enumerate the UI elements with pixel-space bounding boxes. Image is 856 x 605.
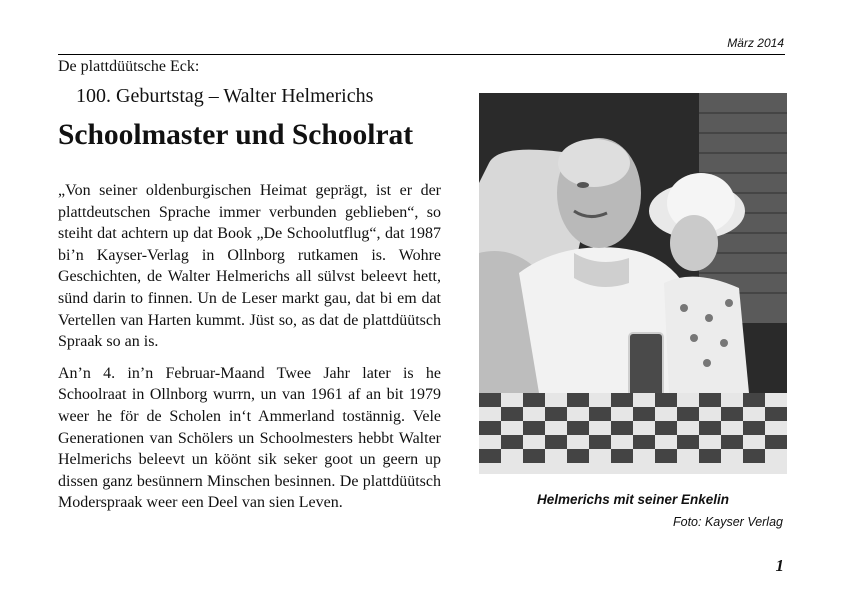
article-paragraph: „Von seiner oldenburgischen Heimat geprägt, ist er der plattdeutschen Sprache immer verbunden geblieben“, so steiht dat achtern up dat Book „De Schoolutflug“, dat 1987 bi’n Kayser-Verlag in Ollnborg rutkamen is. Wohre Geschichten, de Walter Helmerichs all sülvst beleevt hett, sünd darin to finnen. Un de Leser markt gau, dat bi em dat Vertellen van Harten kummt. Jüst so, as dat de plattdüütsch Spraak so an is. — [58, 182, 441, 351]
photo-caption: Helmerichs mit seiner Enkelin — [536, 492, 730, 507]
header-rule — [58, 54, 785, 55]
column-kicker: De plattdüütsche Eck: — [58, 58, 200, 75]
issue-date: März 2014 — [727, 36, 784, 50]
photo-credit: Foto: Kayser Verlag — [672, 515, 783, 529]
article-title: Schoolmaster und Schoolrat — [58, 119, 414, 151]
article-paragraph: An’n 4. in’n Februar-Maand Twee Jahr later is he Schoolraat in Ollnborg wurrn, un van 1961 af an bit 1979 weer he för de Scholen in‘t Ammerland tostännig. Vele Generationen van Schölers un Schoolmesters hebbt Walter Helmerichs beleevt un köönt sik seker goot un geern up dissen ganz besünnern Minschen besinnen. De plattdüütsch Moderspraak weer een Deel van sien Leven. — [58, 364, 441, 512]
page-number: 1 — [775, 556, 784, 575]
article-subtitle: 100. Geburtstag – Walter Helmerichs — [76, 85, 374, 107]
photo-illustration — [479, 93, 787, 474]
article-photo — [479, 93, 787, 474]
article-body — [58, 180, 441, 524]
